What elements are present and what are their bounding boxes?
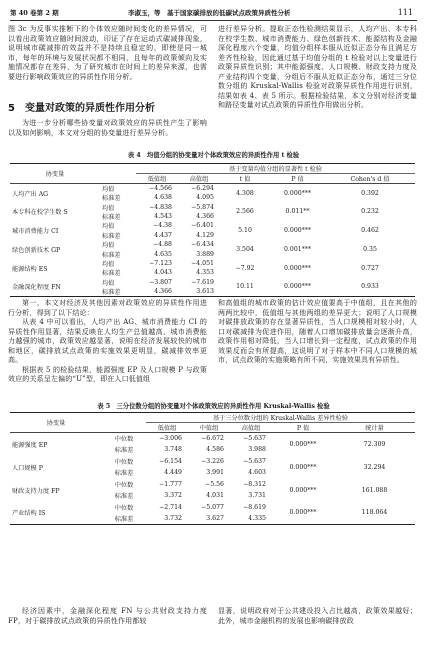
- row-var: 产业结构 IS: [12, 510, 46, 518]
- cell: −4.838: [149, 203, 172, 211]
- cell: −6.154: [159, 457, 182, 465]
- section-heading: 5 变量对政策的异质性作用分析: [8, 103, 155, 114]
- table4-header-p: P 值: [270, 174, 325, 184]
- paragraph: 和高值组的城市政策的估计效应值要高于中值组，且在其他的两两比较中，低值组与其他两组的差异更大；说明了人口规模对碳排放政策的存在显著异质性，当人口规模相对较小时，人口对碳减排为促进作用，随着人口增加碳排放量会逐渐升高，政策作用相对降低，当人口增长到一定程度，试点政策的作用效果反而会有所提高，这说明了对于样本中不同人口规模的城市，试点政策的实施策略有所不同，实施效果具有异质性。: [218, 299, 417, 365]
- table4-header-stat: [100, 164, 136, 184]
- cell: 3.988: [248, 446, 266, 454]
- stat-label: 标准差: [114, 493, 134, 501]
- table4-caption: 表 4 均值分组的协变量对个体政策效应的异质性作用 t 检验: [127, 152, 300, 159]
- stat-label: 标准差: [114, 516, 134, 523]
- row-var: 城市消费能力 CI: [12, 228, 59, 236]
- stat-label: 均值: [102, 242, 115, 250]
- article-running-title: 李淑玉，等 基于国家碳排放的低碳试点政策异质性分析: [128, 9, 291, 17]
- row-var: 本专科在校学生数 S: [12, 209, 68, 217]
- cell: −6.294: [191, 185, 214, 192]
- right-column-top: [218, 25, 417, 111]
- cell: 0.727: [361, 264, 379, 272]
- right-column-middle: [218, 299, 417, 366]
- stat-label: 中位数: [114, 481, 134, 489]
- cell: 4.449: [164, 469, 182, 477]
- table4-header-var: 协变量: [10, 164, 100, 184]
- paragraph: 从表 4 中可以看出，人均产出 AG、城市消费能力 CI 的异质性作用显著，结果反映在人均生产总值越高、城市消费能力越强的城市，政策效应越显著，说明在经济发展较快的城市和地区，碳排放试点政策的实施效果更明显，碳减排效率更高。: [8, 318, 207, 365]
- cell: −6.401: [191, 222, 214, 230]
- table-row: [10, 240, 415, 249]
- cell: −3.006: [159, 435, 182, 442]
- table-row: [10, 456, 415, 468]
- table4-group-header: 基于变量均值分组的显著性 t 检验: [136, 164, 415, 174]
- stat-label: 中位数: [114, 436, 134, 443]
- cell: 4.308: [236, 189, 254, 197]
- row-var: 能源强度 EP: [12, 441, 48, 449]
- cell: 4.095: [196, 194, 214, 202]
- cell: 3.731: [248, 492, 266, 500]
- stat-label: 均值: [102, 186, 115, 193]
- cell: 4.586: [206, 446, 224, 454]
- cell: −3.807: [149, 278, 172, 286]
- cell: 0.000***: [289, 463, 317, 471]
- cell: 4.635: [154, 250, 172, 258]
- stat-label: 均值: [102, 223, 115, 231]
- cell: 4.335: [248, 515, 266, 522]
- cell: 4.437: [154, 231, 172, 239]
- header-rule: [10, 20, 417, 21]
- left-column-middle: [8, 299, 207, 385]
- row-var: 金融深化程度 FN: [12, 284, 61, 292]
- cell: 4.366: [196, 212, 214, 220]
- stat-label: 标准差: [102, 213, 121, 221]
- cell: −6.672: [201, 435, 224, 442]
- cell: 4.043: [154, 269, 172, 277]
- cell: 72.309: [363, 440, 386, 448]
- cell: 0.462: [361, 227, 379, 235]
- stat-label: 标准差: [102, 288, 121, 296]
- cell: −7.123: [149, 259, 172, 267]
- cell: −5.56: [205, 480, 224, 488]
- table-row: [10, 502, 415, 514]
- paragraph: 进行差异分析。提取正态性检测结果显示，人均产出、本专科在校学生数、城市消费能力、绿色创新技术、能源结构及金融深化程度六个变量，均值分组样本服从近似正态分布且满足方差齐性检验，因此通过基于均值分组的 t 检验对以上变量进行政策异质性识别；其中能源强度、人口规模、财政支持力度及产业结构四个变量，分组后不服从近似正态分布，通过三分位数分组的 Kruskal-Wallis 检验对政策异质性作用进行识别，结果如表 4、表 5 所示。根据检验结果，本文分别对经济变量和路径变量对试点政策的异质性作用做出分析。: [218, 25, 417, 110]
- cell: −6.434: [191, 241, 214, 249]
- cell: 0.232: [361, 208, 379, 216]
- table-row: [10, 202, 415, 211]
- table4-header-t: t 值: [220, 174, 270, 184]
- row-var: 人口规模 P: [12, 464, 43, 472]
- row-var: 能源结构 ES: [12, 265, 48, 273]
- cell: 3.889: [196, 250, 214, 258]
- cell: −4.38: [153, 222, 172, 230]
- cell: −8.619: [243, 503, 266, 511]
- cell: 4.031: [206, 492, 224, 500]
- cell: 0.000***: [289, 509, 317, 517]
- cell: −5.637: [243, 457, 266, 465]
- cell: 5.10: [238, 227, 252, 235]
- cell: 0.392: [361, 189, 379, 197]
- stat-label: 标准差: [114, 470, 134, 478]
- cell: 4.543: [154, 212, 172, 220]
- table4: [10, 163, 415, 297]
- cell: 0.000***: [289, 486, 317, 494]
- page-number: 111: [397, 8, 413, 17]
- cell: 0.000***: [289, 440, 317, 448]
- right-column-bottom: [218, 607, 417, 626]
- table5-header-p: P 值: [272, 423, 334, 433]
- table5-header-high: 高值组: [230, 423, 272, 433]
- cell: −2.714: [159, 503, 182, 511]
- cell: −7.619: [191, 278, 214, 286]
- cell: −5.637: [243, 435, 266, 442]
- table-row: [10, 278, 415, 287]
- running-header: [10, 8, 417, 20]
- left-column-top: [8, 25, 207, 82]
- paragraph: 第一，本文对经济及其他因素对政策效应的异质性作用进行分析，得到了以下结论：: [8, 299, 207, 317]
- journal-volume: 第 40 卷第 2 期: [10, 9, 59, 17]
- paragraph: 为进一步分析哪些协变量对政策效应的异质性产生了影响以及如何影响，本文对分组的协变量进行差异分析。: [8, 119, 207, 137]
- stat-label: 中位数: [114, 458, 134, 466]
- cell: 3.504: [236, 245, 254, 253]
- stat-label: 标准差: [102, 251, 121, 259]
- cell: 3.372: [164, 492, 182, 500]
- cell: 118.064: [361, 509, 388, 517]
- table4-header-high: 高值组: [178, 174, 220, 184]
- cell: 10.11: [236, 283, 254, 291]
- table5-group-header: 基于三分位数分组的 Kruskal-Wallis 差异性检验: [146, 413, 415, 423]
- cell: 0.000***: [284, 227, 311, 235]
- table5-header-stat: [102, 413, 146, 433]
- cell: 0.000***: [284, 264, 311, 272]
- cell: 32.294: [363, 463, 386, 471]
- cell: 161.088: [361, 486, 388, 494]
- left-column-bottom: [8, 607, 207, 626]
- table4-header-low: 低值组: [136, 174, 178, 184]
- cell: −4.566: [149, 185, 172, 192]
- cell: 0.35: [363, 245, 377, 253]
- table-row: [10, 184, 415, 194]
- table5-header-mid: 中值组: [188, 423, 230, 433]
- cell: −4.051: [191, 259, 214, 267]
- table5-header-var: 协变量: [10, 413, 102, 433]
- cell: 4.129: [196, 231, 214, 239]
- cell: −5.077: [201, 503, 224, 511]
- table5-header-stat-value: 统计量: [334, 423, 415, 433]
- cell: 3.991: [206, 469, 224, 477]
- table5: [10, 412, 415, 525]
- table4-header-d: Cohen's d 值: [325, 174, 415, 184]
- cell: 3.613: [196, 287, 214, 295]
- left-column-after-section: [8, 119, 207, 138]
- cell: 3.732: [164, 515, 182, 522]
- cell: −3.226: [201, 457, 224, 465]
- paragraph: 根据表 5 的检验结果，能源强度 EP 及人口规模 P 与政策效应的关系呈左偏的“U”型，即在人口低值组: [8, 365, 207, 384]
- cell: −4.88: [153, 241, 172, 249]
- row-var: 财政支持力度 FP: [12, 487, 60, 495]
- cell: −5.874: [191, 203, 214, 211]
- row-var: 绿色创新技术 GP: [12, 246, 61, 254]
- cell: 2.566: [236, 208, 254, 216]
- cell: −1.777: [159, 480, 182, 488]
- table-row: [10, 259, 415, 268]
- stat-label: 标准差: [102, 195, 121, 203]
- cell: 4.353: [196, 269, 214, 277]
- stat-label: 均值: [102, 204, 115, 212]
- cell: 4.366: [154, 287, 172, 295]
- row-var: 人均产出 AG: [12, 190, 49, 198]
- cell: −7.92: [235, 264, 255, 272]
- stat-label: 均值: [102, 260, 115, 268]
- paragraph: 经济因素中，金融深化程度 FN 与公共财政支持力度 FP，对于碳排放试点政策的异质性作用都较: [8, 607, 207, 625]
- stat-label: 均值: [102, 279, 115, 287]
- stat-label: 标准差: [114, 447, 134, 455]
- cell: 3.627: [206, 515, 224, 522]
- cell: 3.748: [164, 446, 182, 454]
- cell: 4.638: [154, 194, 172, 202]
- cell: 0.000***: [284, 283, 311, 291]
- cell: 4.603: [248, 469, 266, 477]
- cell: −8.312: [243, 480, 266, 488]
- table-row: [10, 221, 415, 230]
- table5-header-low: 低值组: [146, 423, 188, 433]
- cell: 0.011**: [285, 208, 310, 216]
- stat-label: 标准差: [102, 270, 121, 278]
- table-row: [10, 479, 415, 491]
- paragraph: 显著，说明政府对于公共建设投入占比越高，政策效果越好；此外，城市金融机构的发展也影响碳排放政: [218, 607, 417, 625]
- cell: 0.001***: [284, 245, 311, 253]
- stat-label: 标准差: [102, 232, 121, 240]
- table-row: [10, 433, 415, 445]
- stat-label: 中位数: [114, 504, 134, 512]
- cell: 0.933: [361, 283, 379, 291]
- paragraph: 图 3c 为反事实推断下的个体效应随时间变化的差异情况，可以看出政策效应随时间波动，印证了存在运动式碳减排现象，说明城市碳减排的效益并不是持续且稳定的，即使是同一城市，每年的环境与发展状况都不相同，且每年的政策倾向及实施情况都存在差异，为了研究城市在时间上的差异来源，也需要进行影响政策效应的异质性作用分析。: [8, 25, 207, 81]
- table5-caption: 表 5 三分位数分组的协变量对个体政策效应的异质性作用 Kruskal-Wallis 检验: [97, 403, 330, 410]
- cell: 0.000***: [284, 189, 311, 197]
